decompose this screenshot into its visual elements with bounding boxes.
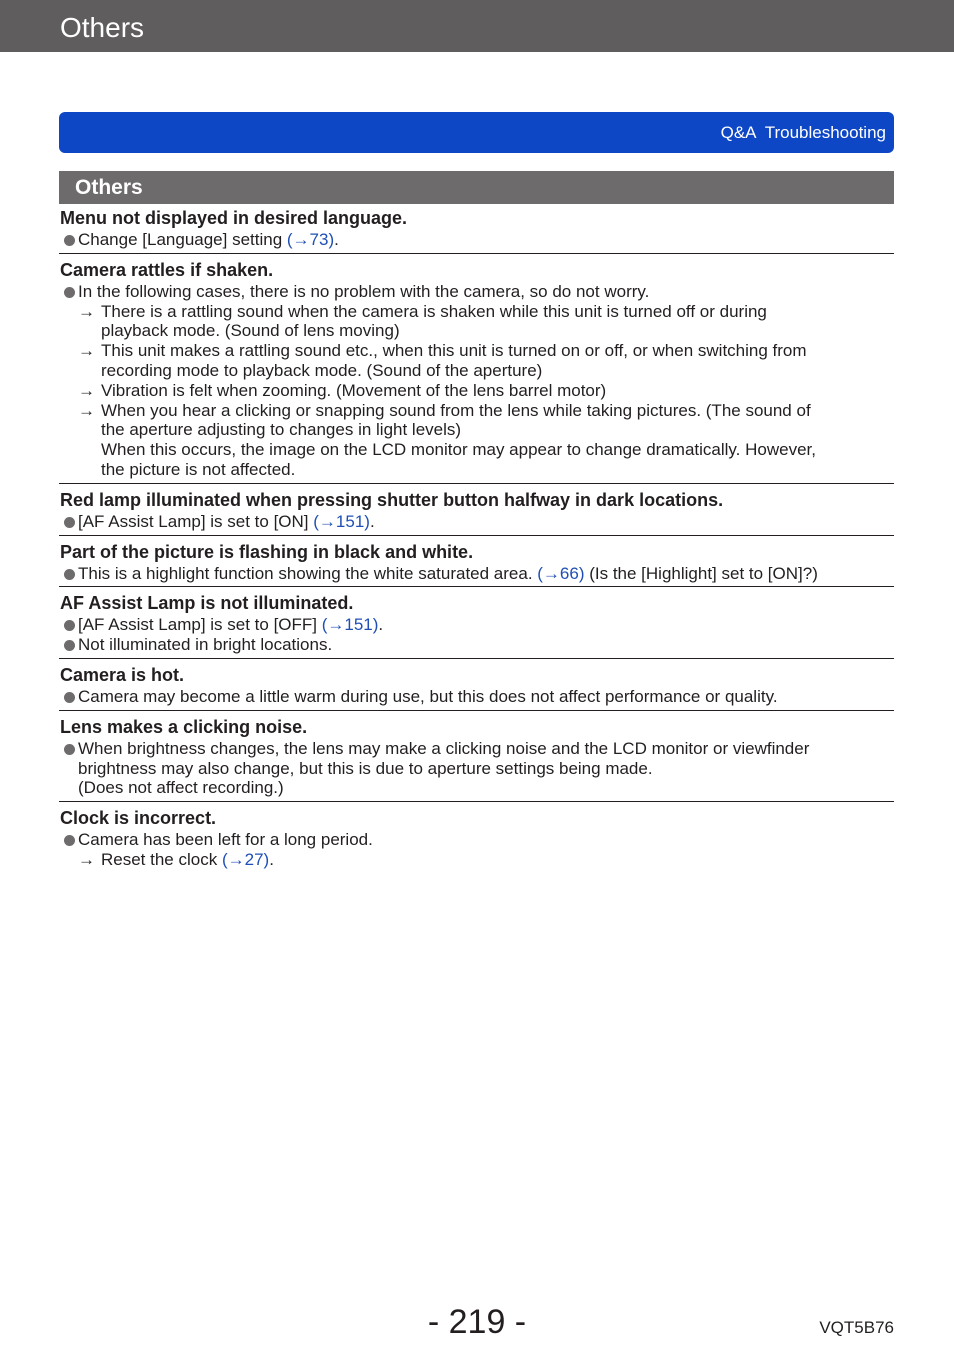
answer-continuation: When this occurs, the image on the LCD monitor may appear to change dramatically. However, [101, 440, 816, 460]
answer-continuation: (Does not affect recording.) [78, 778, 284, 798]
question: Clock is incorrect. [60, 808, 217, 829]
qa-item [59, 716, 894, 802]
qa-item [59, 807, 894, 873]
chapter-title: Others [60, 12, 145, 43]
arrow-glyph: → [78, 341, 95, 361]
qa-banner [59, 112, 894, 153]
qa-item [59, 592, 894, 659]
answer-bullet: [AF Assist Lamp] is set to [OFF] (→151). [59, 615, 894, 635]
answer-bullet: Not illuminated in bright locations. [59, 635, 894, 655]
answer-continuation: recording mode to playback mode. (Sound of the aperture) [101, 360, 543, 380]
answer-bullet: In the following cases, there is no problem with the camera, so do not worry. [59, 282, 894, 302]
answer-arrow-line: → There is a rattling sound when the camera is shaken while this unit is turned off or during [78, 301, 767, 321]
answer-bullet: Camera may become a little warm during use, but this does not affect performance or quality. [59, 687, 894, 707]
arrow-glyph: → [78, 301, 95, 321]
answer-arrow-line: → Vibration is felt when zooming. (Movement of the lens barrel motor) [78, 380, 607, 400]
question: Camera rattles if shaken. [60, 259, 274, 280]
answer-bullet: Change [Language] setting (→73). [59, 230, 894, 250]
document-code: VQT5B76 [819, 1318, 894, 1337]
page-link[interactable]: (→66) [537, 563, 585, 583]
answer-bullet: Camera has been left for a long period. [59, 830, 894, 850]
question: Lens makes a clicking noise. [60, 716, 308, 737]
question: Red lamp illuminated when pressing shutter button halfway in dark locations. [60, 489, 724, 510]
page-link[interactable]: (→151) [313, 511, 370, 531]
arrow-glyph: → [78, 380, 95, 400]
answer-arrow-line: → Reset the clock (→27). [78, 849, 274, 869]
qa-item [59, 259, 894, 484]
qa-banner-text: Q&A Troubleshooting [720, 123, 886, 142]
arrow-glyph: → [78, 400, 95, 420]
qa-item [59, 541, 894, 588]
question: Camera is hot. [60, 664, 185, 685]
answer-continuation: the picture is not affected. [101, 459, 296, 479]
qa-list [59, 207, 894, 878]
top-bar [0, 0, 954, 52]
answer-arrow-line: → When you hear a clicking or snapping sound from the lens while taking pictures. (The sound of [78, 400, 811, 420]
answer-bullet: This is a highlight function showing the white saturated area. (→66) (Is the [Highlight] set to [ON]?) [59, 564, 894, 584]
page-number: - 219 - [427, 1303, 527, 1341]
answer-continuation: brightness may also change, but this is due to aperture settings being made. [78, 758, 653, 778]
qa-item [59, 664, 894, 711]
answer-arrow-line: → This unit makes a rattling sound etc., when this unit is turned on or off, or when switching from [78, 341, 807, 361]
question: AF Assist Lamp is not illuminated. [60, 593, 354, 614]
page-link[interactable]: (→73) [286, 230, 335, 249]
answer-continuation: the aperture adjusting to changes in light levels) [101, 420, 462, 440]
answer-bullet: [AF Assist Lamp] is set to [ON] (→151). [59, 512, 894, 532]
section-header [59, 171, 894, 204]
arrow-glyph: → [78, 849, 95, 869]
section-title: Others [75, 176, 143, 199]
page-link[interactable]: (→151) [321, 615, 379, 635]
answer-bullet: When brightness changes, the lens may make a clicking noise and the LCD monitor or viewfinder [59, 739, 894, 759]
question: Menu not displayed in desired language. [60, 208, 408, 228]
qa-item [59, 207, 894, 254]
page-link[interactable]: (→27) [221, 849, 270, 869]
answer-continuation: playback mode. (Sound of lens moving) [101, 321, 400, 341]
question: Part of the picture is flashing in black and white. [60, 541, 474, 562]
qa-item [59, 489, 894, 536]
